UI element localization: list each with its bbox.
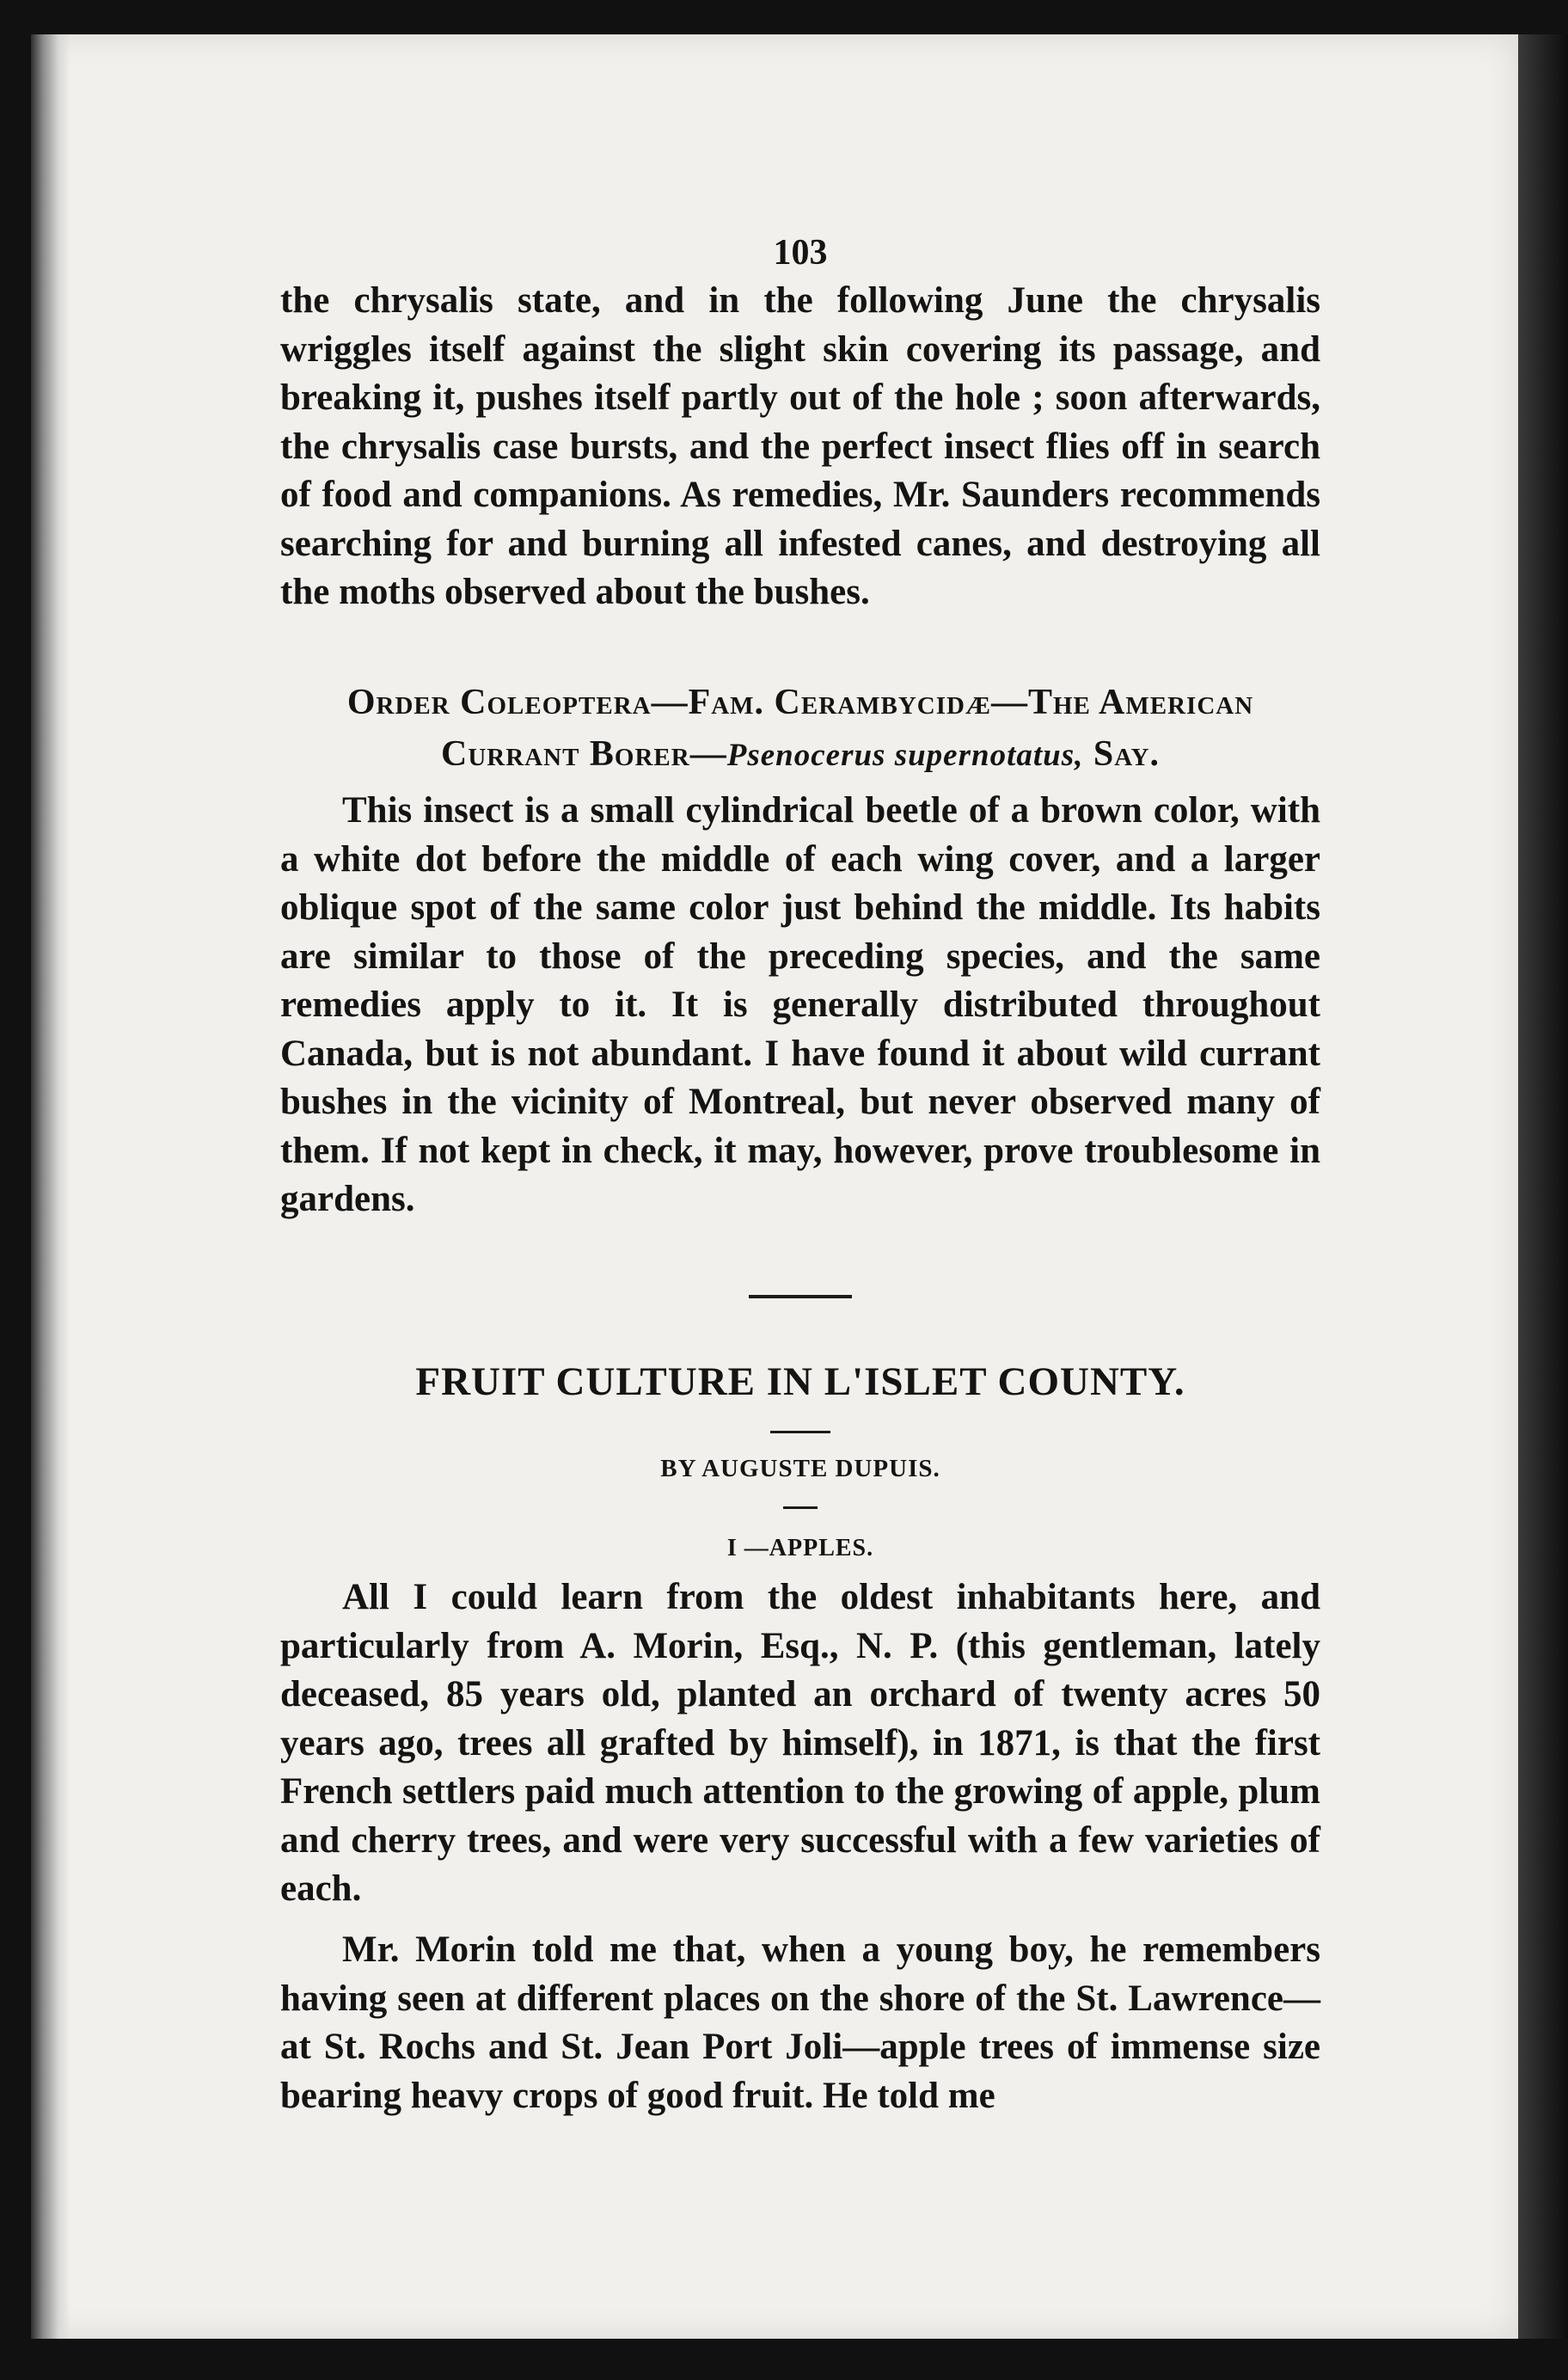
section-divider-rule — [749, 1295, 852, 1298]
title-rule — [770, 1431, 830, 1433]
article-title: FRUIT CULTURE IN L'ISLET COUNTY. — [415, 1359, 1185, 1404]
order-heading-text: Order Coleoptera—Fam. Cerambycidæ—The American Currant Borer— — [346, 683, 1254, 774]
article-byline: BY AUGUSTE DUPUIS. — [660, 1455, 940, 1482]
species-author: Say. — [1083, 734, 1160, 774]
page-number: 103 — [773, 233, 828, 273]
page-binding-shadow — [31, 34, 70, 2339]
paragraph-currant-borer: This insect is a small cylindrical beetle of a brown color, with a white dot before the middle of each wing cover, and a larger oblique spot of the same color just behind the middle. Its habits are similar to those of the preceding species, and the same remedies apply to it. It is generally distributed throughout Canada, but is not abundant. I have found it about wild currant bushes in the vicinity of Montreal, but never observed many of them. If not kept in check, it may, however, prove troublesome in gardens. — [280, 790, 1320, 1219]
byline-rule — [783, 1506, 818, 1509]
paragraph-morin: Mr. Morin told me that, when a young boy, he remembers having seen at different places on the shore of the St. Lawrence—at St. Rochs and St. Jean Port Joli—apple trees of immense size bearing heavy crops of good fruit. He told me — [280, 1929, 1320, 2116]
paragraph-chrysalis: the chrysalis state, and in the following June the chrysalis wriggles itself against the slight skin covering its passage, and breaking it, pushes itself partly out of the hole ; soon afterwards, the chrysalis case bursts, and the perfect insect flies off in search of food and companions. As remedies, Mr. Saunders recommends searching for and burning all infested canes, and destroying all the moths observed about the bushes. — [280, 280, 1320, 612]
section-heading: I —APPLES. — [726, 1535, 874, 1561]
order-heading — [280, 678, 1320, 781]
species-name: Psenocerus supernotatus, — [726, 738, 1084, 773]
page-edge-shadow — [1518, 34, 1568, 2339]
paragraph-apples-intro: All I could learn from the oldest inhabitants here, and particularly from A. Morin, Esq., N. P. (this gentleman, lately deceased, 85 years old, planted an orchard of twenty acres 50 years ago, trees all grafted by himself), in 1871, is that the first French settlers paid much attention to the growing of apple, plum and cherry trees, and were very successful with a few varieties of each. — [280, 1577, 1320, 1909]
